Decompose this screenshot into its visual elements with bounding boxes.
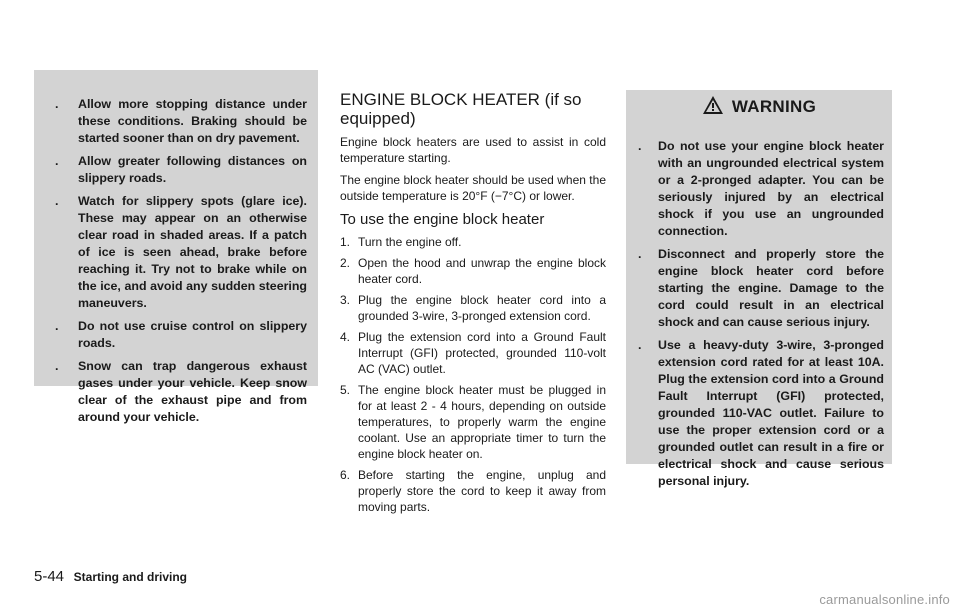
list-item: . Do not use your engine block heater with an ungrounded electrical system or a 2-pronged adapter. You can be seriously injured by an electrical shock if you use an ungrounded connection. xyxy=(638,139,884,238)
bullet-dot: . xyxy=(55,154,59,168)
watermark: carmanualsonline.info xyxy=(819,592,950,607)
bullet-dot: . xyxy=(55,359,59,373)
page-number: 5-44 xyxy=(34,568,65,585)
caution-box xyxy=(34,70,318,424)
bullet-dot: . xyxy=(55,319,59,333)
warning-header xyxy=(626,90,892,124)
chapter-title: Starting and driving xyxy=(73,570,187,584)
bullet-dot: . xyxy=(638,338,642,352)
bullet-dot: . xyxy=(638,139,642,153)
list-item: 5. The engine block heater must be plugged in for at least 2 - 4 hours, depending on outside temperatures, to properly warm the engine coolant. Use an appropriate timer to turn the engine block heater on. xyxy=(340,383,606,461)
warning-title: WARNING xyxy=(731,97,817,116)
intro-paragraph: Engine block heaters are used to assist in cold temperature starting. xyxy=(340,135,606,165)
list-item: 4. Plug the extension cord into a Ground Fault Interrupt (GFI) protected, grounded 110-volt AC (VAC) outlet. xyxy=(340,330,606,376)
list-item: 3. Plug the engine block heater cord into a grounded 3-wire, 3-pronged extension cord. xyxy=(340,293,606,323)
list-item: . Disconnect and properly store the engine block heater cord before starting the engine. Damage to the cord could result in an electrical shock and can cause serious injury. xyxy=(638,247,884,329)
steps-list xyxy=(340,234,606,515)
list-item: . Use a heavy-duty 3-wire, 3-pronged extension cord rated for at least 10A. Plug the extension cord into a Ground Fault Interrupt (GFI) protected, grounded 110-VAC outlet. Failure to use the proper extension cord or a grounded outlet can result in a fire or electrical shock and cause serious personal injury. xyxy=(638,338,884,488)
list-item: . Watch for slippery spots (glare ice). These may appear on an otherwise clear road in shaded areas. If a patch of ice is seen ahead, brake before reaching it. Try not to brake while on the ice, and avoid any sudden steering maneuvers. xyxy=(55,194,307,310)
engine-block-heater-section xyxy=(340,90,606,520)
section-heading: ENGINE BLOCK HEATER (if so equipped) xyxy=(340,90,582,128)
list-item: . Allow more stopping distance under these conditions. Braking should be started sooner than on dry pavement. xyxy=(55,97,307,145)
bullet-dot: . xyxy=(638,247,642,261)
warning-triangle-icon xyxy=(702,95,724,120)
temperature-paragraph: The engine block heater should be used when the outside temperature is 20°F (−7°C) or lower. xyxy=(340,173,606,203)
list-item: 1. Turn the engine off. xyxy=(340,235,462,249)
subsection-heading: To use the engine block heater xyxy=(340,211,545,228)
list-item: . Snow can trap dangerous exhaust gases under your vehicle. Keep snow clear of the exhaust pipe and from around your vehicle. xyxy=(55,359,307,424)
caution-list xyxy=(50,96,307,432)
page-footer xyxy=(34,568,187,585)
warning-list xyxy=(634,138,884,496)
warning-box xyxy=(626,90,892,488)
list-item: 6. Before starting the engine, unplug and properly store the cord to keep it away from moving parts. xyxy=(340,468,606,514)
list-item: . Do not use cruise control on slippery roads. xyxy=(55,319,307,350)
list-item: . Allow greater following distances on slippery roads. xyxy=(55,154,307,185)
list-item: 2. Open the hood and unwrap the engine block heater cord. xyxy=(340,256,606,286)
bullet-dot: . xyxy=(55,194,59,208)
bullet-dot: . xyxy=(55,97,59,111)
